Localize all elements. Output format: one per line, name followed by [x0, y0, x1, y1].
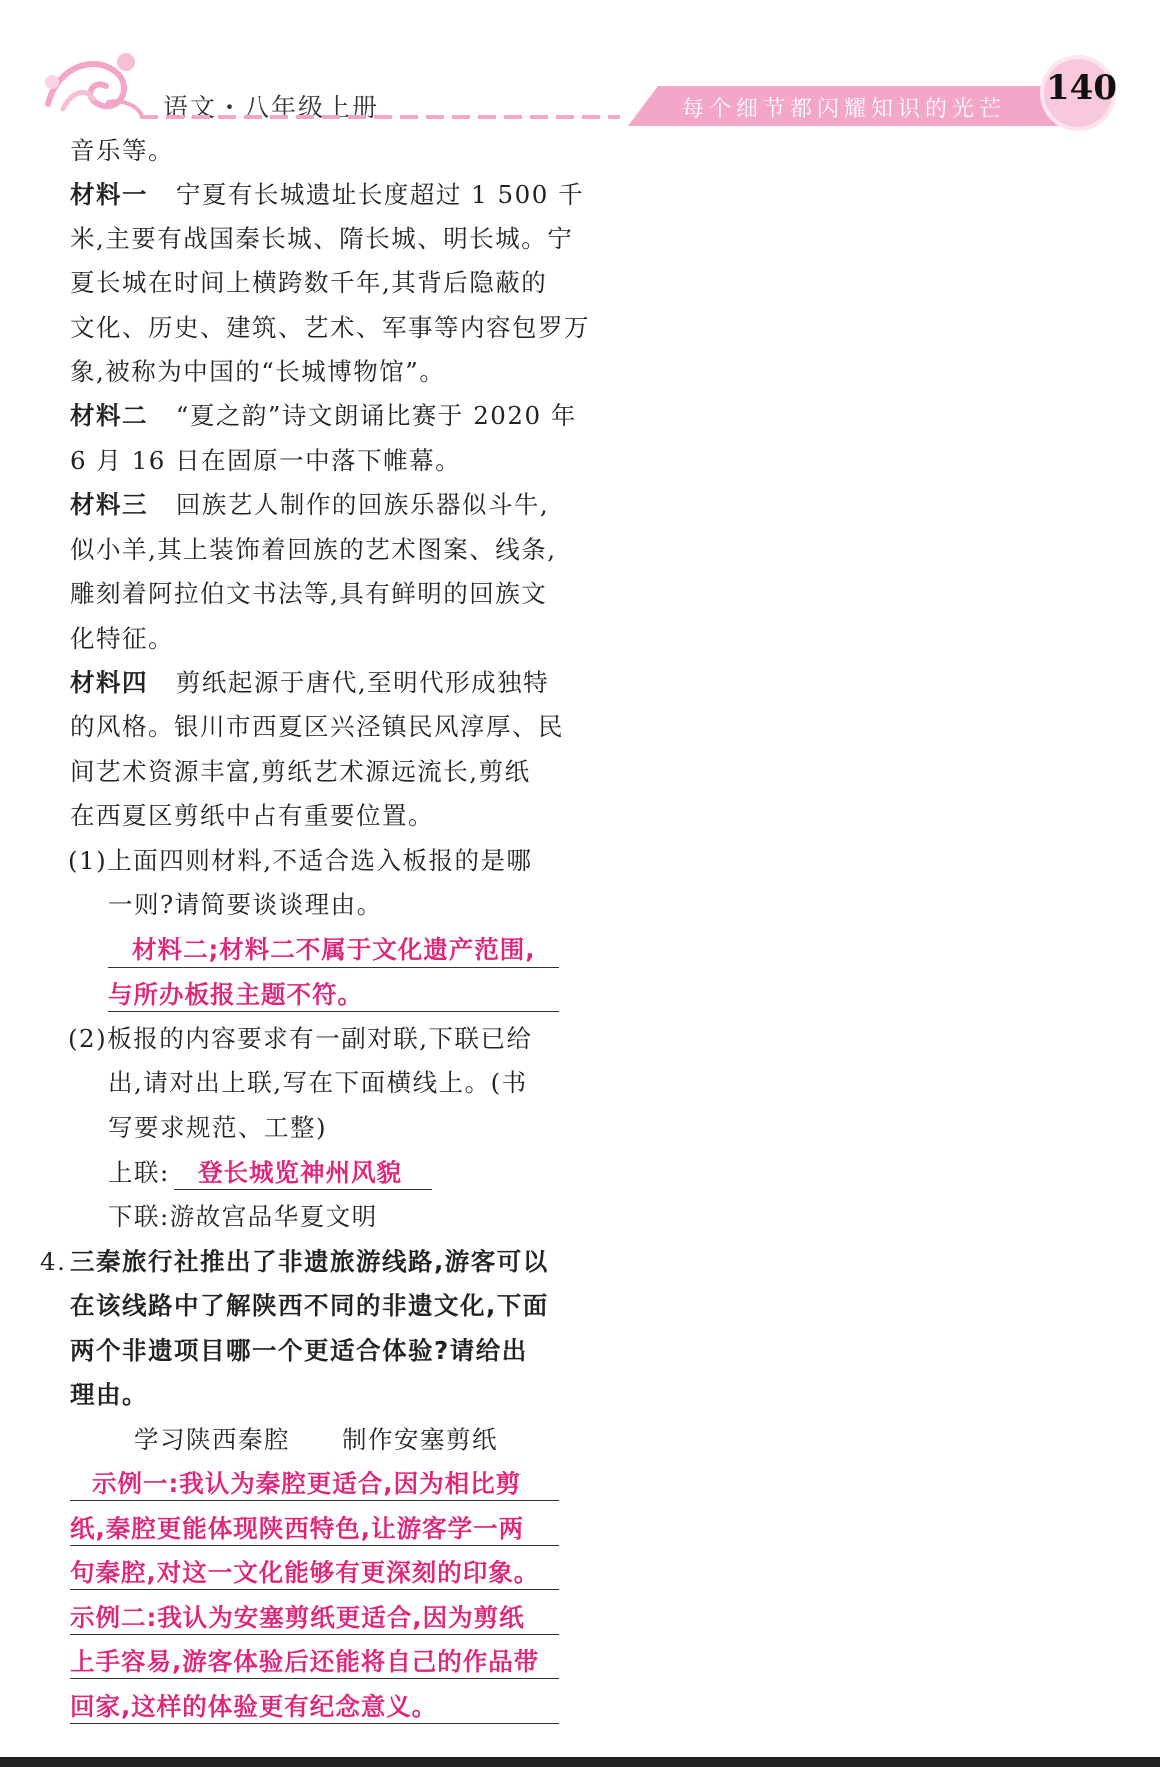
- material-3-text-2: 似小羊,其上装饰着回族的艺术图案、线条,: [70, 535, 557, 564]
- question-4: 三秦旅行社推出了非遗旅游线路,游客可以: [70, 1247, 549, 1276]
- material-1-text: 宁夏有长城遗址长度超过 1 500 千: [175, 180, 585, 209]
- material-3-text-4: 化特征。: [70, 624, 174, 653]
- answer-4-line-5: 上手容易,游客体验后还能将自己的作品带: [70, 1647, 540, 1676]
- material-1-label: 材料一: [70, 180, 148, 209]
- answer-underline: [70, 1678, 559, 1679]
- material-3-text-3: 雕刻着阿拉伯文书法等,具有鲜明的回族文: [70, 579, 548, 608]
- question-4-cont-3: 理由。: [70, 1380, 148, 1409]
- answer-underline: [108, 967, 559, 968]
- floral-ornament-icon: [38, 44, 148, 124]
- material-4-text-3: 间艺术资源丰富,剪纸艺术源远流长,剪纸: [70, 757, 531, 786]
- material-2-line: [70, 401, 577, 431]
- option-a: 学习陕西秦腔: [134, 1425, 290, 1454]
- option-b: 制作安塞剪纸: [342, 1425, 498, 1454]
- question-4-number: 4.: [40, 1247, 67, 1276]
- page-header: [0, 0, 1160, 140]
- question-1-cont: 一则?请简要谈谈理由。: [108, 890, 383, 919]
- material-2-text: “夏之韵”诗文朗诵比赛于 2020 年: [175, 401, 577, 430]
- question-2-cont: 出,请对出上联,写在下面横线上。(书: [108, 1068, 528, 1097]
- question-4-cont-2: 两个非遗项目哪一个更适合体验?请给出: [70, 1336, 528, 1365]
- material-1-text-3: 夏长城在时间上横跨数千年,其背后隐蔽的: [70, 268, 548, 297]
- answer-underline: [70, 1545, 559, 1546]
- answer-4-line-2: 纸,秦腔更能体现陕西特色,让游客学一两: [70, 1514, 525, 1543]
- material-3-text: 回族艺人制作的回族乐器似斗牛,: [175, 490, 550, 519]
- question-4-cont: 在该线路中了解陕西不同的非遗文化,下面: [70, 1291, 549, 1320]
- material-1-line: [70, 180, 584, 210]
- answer-underline: [70, 1500, 559, 1501]
- answer-4-line-1: 示例一:我认为秦腔更适合,因为相比剪: [92, 1469, 522, 1498]
- answer-underline: [70, 1589, 559, 1590]
- material-1-text-5: 象,被称为中国的“长城博物馆”。: [70, 357, 446, 386]
- slogan-text: 每个细节都闪耀知识的光芒: [682, 97, 1007, 122]
- material-3-label: 材料三: [70, 490, 148, 519]
- question-2: (2)板报的内容要求有一副对联,下联已给: [68, 1024, 533, 1053]
- answer-underline: [70, 1634, 559, 1635]
- upper-couplet-answer: 登长城览神州风貌: [198, 1158, 402, 1187]
- answer-1-line-1: 材料二;材料二不属于文化遗产范围,: [132, 935, 536, 964]
- page-number: 140: [1046, 68, 1117, 108]
- answer-underline: [108, 1011, 559, 1012]
- material-4-line: [70, 668, 549, 698]
- material-2-text-2: 6 月 16 日在固原一中落下帷幕。: [70, 446, 462, 475]
- answer-1-line-2: 与所办板报主题不符。: [108, 980, 363, 1009]
- lower-couplet: 下联:游故宫品华夏文明: [108, 1202, 378, 1231]
- answer-underline: [174, 1189, 432, 1190]
- material-4-text-4: 在西夏区剪纸中占有重要位置。: [70, 801, 434, 830]
- answer-4-line-4: 示例二:我认为安塞剪纸更适合,因为剪纸: [70, 1603, 525, 1632]
- bottom-edge-bar: [0, 1757, 1160, 1767]
- material-1-text-4: 文化、历史、建筑、艺术、军事等内容包罗万: [70, 313, 590, 342]
- material-1-text-2: 米,主要有战国秦长城、隋长城、明长城。宁: [70, 224, 574, 253]
- material-3-line: [70, 490, 549, 520]
- answer-4-line-6: 回家,这样的体验更有纪念意义。: [70, 1692, 438, 1721]
- book-title: 语文・八年级上册: [163, 93, 380, 122]
- question-1: (1)上面四则材料,不适合选入板报的是哪: [68, 846, 533, 875]
- material-2-label: 材料二: [70, 401, 148, 430]
- header-dashed-rule: [140, 114, 620, 120]
- answer-4-line-3: 句秦腔,对这一文化能够有更深刻的印象。: [70, 1558, 540, 1587]
- intro-tail: 音乐等。: [70, 136, 174, 165]
- material-4-text-2: 的风格。银川市西夏区兴泾镇民风淳厚、民: [70, 712, 564, 741]
- question-2-cont-2: 写要求规范、工整): [108, 1113, 328, 1142]
- upper-couplet-label: 上联:: [108, 1158, 170, 1187]
- material-4-text: 剪纸起源于唐代,至明代形成独特: [175, 668, 550, 697]
- material-4-label: 材料四: [70, 668, 148, 697]
- answer-underline: [70, 1723, 559, 1724]
